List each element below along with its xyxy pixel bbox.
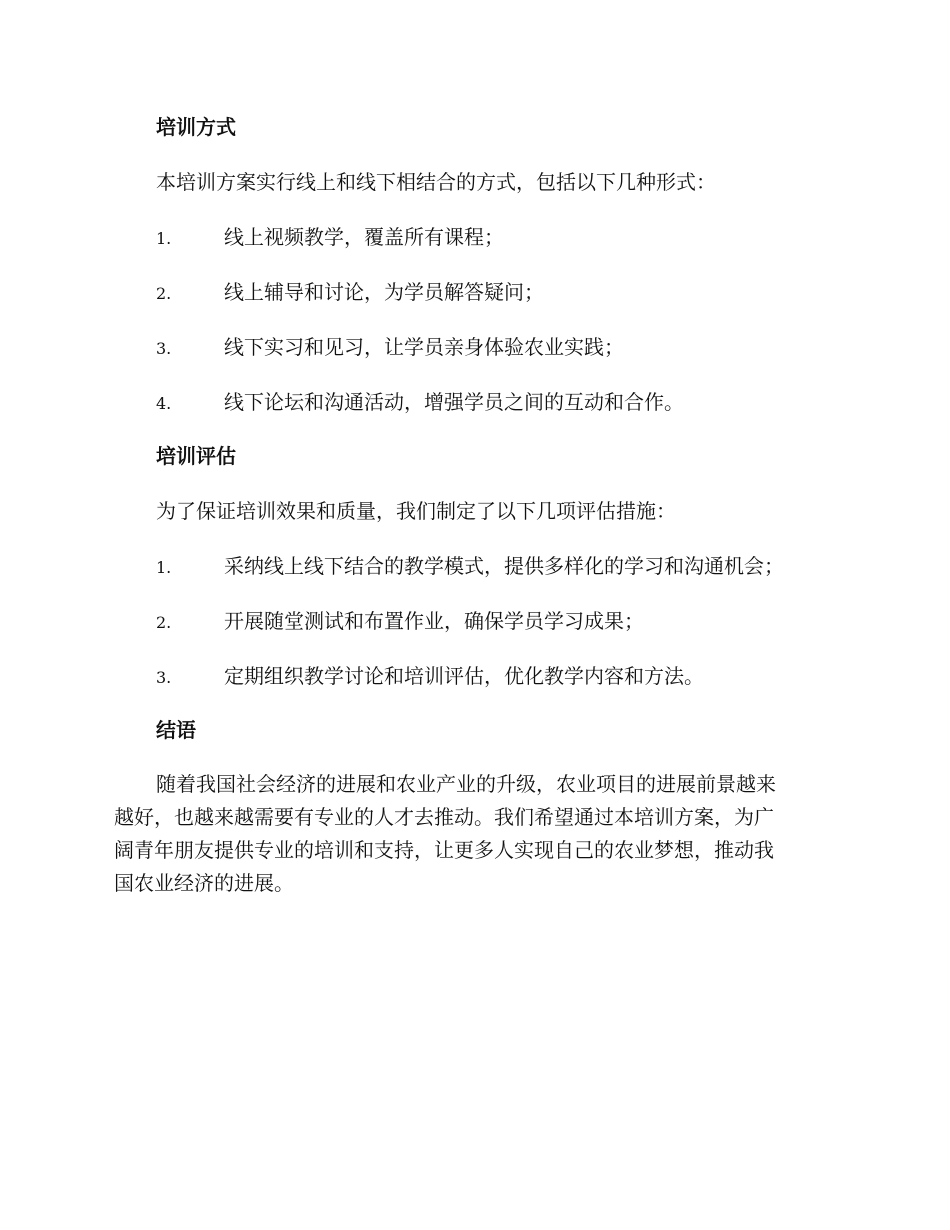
paragraph-line: 国农业经济的进展。	[114, 871, 294, 895]
list-text: 线上视频教学，覆盖所有课程；	[224, 225, 504, 249]
conclusion-paragraph	[114, 768, 834, 900]
section-heading-method: 培训方式	[156, 115, 236, 139]
list-item	[156, 552, 856, 580]
list-number: 1.	[156, 558, 172, 577]
list-number: 1.	[156, 229, 172, 248]
list-text: 采纳线上线下结合的教学模式，提供多样化的学习和沟通机会；	[224, 554, 784, 578]
list-number: 3.	[156, 668, 172, 687]
list-text: 线下实习和见习，让学员亲身体验农业实践；	[224, 335, 624, 359]
list-item	[156, 278, 856, 306]
section-heading-conclusion: 结语	[156, 718, 196, 742]
paragraph-line: 阔青年朋友提供专业的培训和支持，让更多人实现自己的农业梦想，推动我	[114, 838, 774, 862]
list-text: 开展随堂测试和布置作业，确保学员学习成果；	[224, 609, 644, 633]
section-heading-evaluation: 培训评估	[156, 444, 236, 468]
evaluation-intro: 为了保证培训效果和质量，我们制定了以下几项评估措施：	[156, 499, 676, 523]
paragraph-line: 随着我国社会经济的进展和农业产业的升级，农业项目的进展前景越来	[156, 772, 776, 796]
list-number: 3.	[156, 339, 172, 358]
list-item	[156, 388, 856, 416]
list-item	[156, 662, 856, 690]
method-intro: 本培训方案实行线上和线下相结合的方式，包括以下几种形式：	[156, 170, 716, 194]
list-item	[156, 333, 856, 361]
list-text: 线下论坛和沟通活动，增强学员之间的互动和合作。	[224, 390, 684, 414]
list-item	[156, 607, 856, 635]
list-number: 2.	[156, 613, 172, 632]
list-text: 定期组织教学讨论和培训评估，优化教学内容和方法。	[224, 664, 704, 688]
list-number: 4.	[156, 394, 172, 413]
paragraph-line: 越好，也越来越需要有专业的人才去推动。我们希望通过本培训方案，为广	[114, 805, 774, 829]
list-item	[156, 223, 856, 251]
list-number: 2.	[156, 284, 172, 303]
list-text: 线上辅导和讨论，为学员解答疑问；	[224, 280, 544, 304]
